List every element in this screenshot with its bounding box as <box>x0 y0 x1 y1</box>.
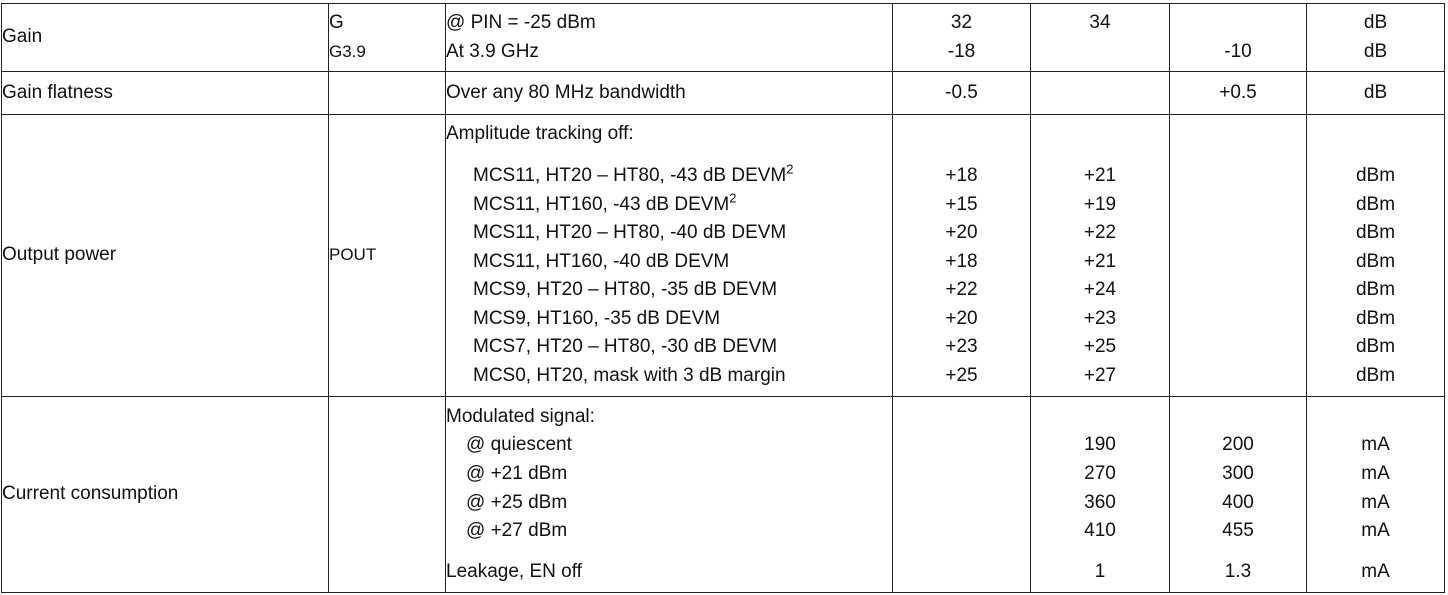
typ-value: 360 <box>1084 491 1116 513</box>
min-value: -0.5 <box>945 81 978 103</box>
min-value: +18 <box>945 250 978 272</box>
condition: MCS11, HT160, -43 dB DEVM$^2$ <box>473 190 737 215</box>
condition: @ PIN = -25 dBm <box>446 11 596 33</box>
unit: mA <box>1361 491 1390 513</box>
symbol: POUT <box>329 245 377 265</box>
min-cell <box>893 4 1031 72</box>
min-value: +18 <box>945 164 978 186</box>
typ-value: 190 <box>1084 434 1116 456</box>
footnote-marker: 2 <box>729 190 737 206</box>
symbol-cell <box>329 4 446 72</box>
typ-value: +23 <box>1083 307 1117 329</box>
condition: MCS11, HT20 – HT80, -40 dB DEVM <box>473 222 787 244</box>
condition: @ +27 dBm <box>466 520 568 542</box>
max-value: 200 <box>1222 434 1254 456</box>
symbol-cell <box>329 397 446 593</box>
parameter-cell: Gain flatness <box>2 72 329 115</box>
typ-value: 410 <box>1084 520 1116 542</box>
table-row <box>2 397 1445 593</box>
typ-value: +25 <box>1083 336 1117 358</box>
unit: dB <box>1363 40 1388 62</box>
table-row <box>2 4 1445 72</box>
max-value: 300 <box>1222 462 1254 484</box>
unit: dB <box>1363 11 1388 33</box>
unit: dBm <box>1355 336 1396 358</box>
typ-value: +22 <box>1083 222 1117 244</box>
typ-cell <box>1031 115 1170 397</box>
max-cell <box>1170 72 1307 115</box>
min-value: 32 <box>950 11 973 33</box>
unit: mA <box>1361 560 1390 582</box>
typ-value: +21 <box>1083 164 1117 186</box>
max-value: +0.5 <box>1219 81 1257 103</box>
unit: mA <box>1361 520 1390 542</box>
unit: dB <box>1363 81 1388 103</box>
unit: dBm <box>1355 250 1396 272</box>
min-value: +20 <box>945 222 978 244</box>
max-value <box>1170 9 1306 38</box>
parameter-cell: Output power <box>2 115 329 397</box>
max-value: 1.3 <box>1224 560 1252 582</box>
typ-value: 34 <box>1089 11 1111 33</box>
unit-cell <box>1307 397 1445 593</box>
unit: dBm <box>1355 193 1396 215</box>
typ-cell <box>1031 4 1170 72</box>
symbol: G3.9 <box>329 41 366 61</box>
min-value: +15 <box>945 193 978 215</box>
unit-cell <box>1307 4 1445 72</box>
condition: At 3.9 GHz <box>446 40 539 62</box>
footnote-marker: 2 <box>786 161 794 177</box>
max-value: 400 <box>1222 491 1254 513</box>
unit-cell <box>1307 72 1445 115</box>
table-row <box>2 72 1445 115</box>
min-cell <box>893 397 1031 593</box>
min-cell <box>893 72 1031 115</box>
typ-value: +19 <box>1083 193 1117 215</box>
condition-heading: Amplitude tracking off: <box>446 123 634 145</box>
min-value: +20 <box>945 307 978 329</box>
min-value: +25 <box>945 365 978 387</box>
condition: MCS7, HT20 – HT80, -30 dB DEVM <box>473 336 778 358</box>
condition: @ +25 dBm <box>466 491 568 513</box>
unit: dBm <box>1355 279 1396 301</box>
symbol: G <box>329 11 344 33</box>
unit: dBm <box>1355 365 1396 387</box>
condition: Over any 80 MHz bandwidth <box>446 81 686 103</box>
max-value: 455 <box>1222 520 1254 542</box>
condition: @ quiescent <box>466 434 572 456</box>
typ-value: 1 <box>1094 560 1106 582</box>
max-value: -10 <box>1224 40 1252 62</box>
symbol-cell <box>329 72 446 115</box>
parameter-cell: Current consumption <box>2 397 329 593</box>
symbol-cell <box>329 115 446 397</box>
unit: dBm <box>1355 307 1396 329</box>
unit: dBm <box>1355 222 1396 244</box>
unit: dBm <box>1355 164 1396 186</box>
condition-cell <box>446 72 893 115</box>
max-cell <box>1170 397 1307 593</box>
max-cell <box>1170 4 1307 72</box>
unit: mA <box>1361 434 1390 456</box>
parameter-cell: Gain <box>2 4 329 72</box>
typ-value: 270 <box>1084 462 1116 484</box>
typ-value: +24 <box>1083 279 1117 301</box>
condition-cell <box>446 4 893 72</box>
condition: MCS9, HT160, -35 dB DEVM <box>473 307 721 329</box>
min-value: +23 <box>945 336 978 358</box>
min-cell <box>893 115 1031 397</box>
condition: @ +21 dBm <box>466 462 568 484</box>
min-value: -18 <box>947 40 976 62</box>
typ-cell <box>1031 72 1170 115</box>
condition-cell <box>446 397 893 593</box>
min-value: +22 <box>945 279 978 301</box>
condition: MCS11, HT160, -40 dB DEVM <box>473 250 730 272</box>
unit: mA <box>1361 462 1390 484</box>
condition-heading: Modulated signal: <box>446 405 595 427</box>
condition-cell <box>446 115 893 397</box>
unit-cell <box>1307 115 1445 397</box>
typ-cell <box>1031 397 1170 593</box>
typ-value <box>1031 38 1169 67</box>
condition: MCS0, HT20, mask with 3 dB margin <box>473 365 786 387</box>
specification-table <box>1 3 1445 593</box>
typ-value: +27 <box>1083 365 1117 387</box>
typ-value: +21 <box>1083 250 1117 272</box>
condition: Leakage, EN off <box>446 560 582 582</box>
condition: MCS9, HT20 – HT80, -35 dB DEVM <box>473 279 778 301</box>
condition: MCS11, HT20 – HT80, -43 dB DEVM$^2$ <box>473 161 794 186</box>
max-cell <box>1170 115 1307 397</box>
table-row <box>2 115 1445 397</box>
